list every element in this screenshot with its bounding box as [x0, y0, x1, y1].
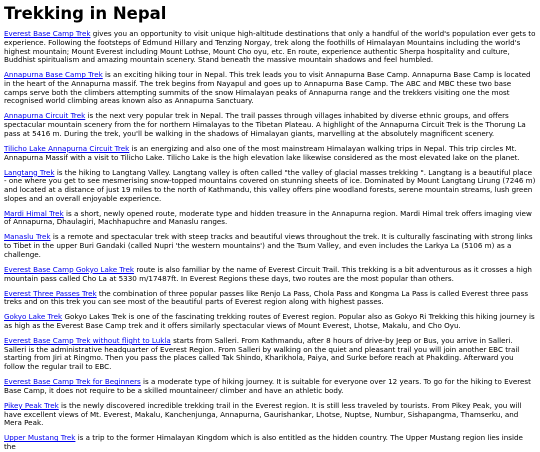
paragraph-text: is a trip to the former Himalayan Kingdom which is also entitled as the hidden country. The Upper Mustang region lies inside the — [4, 433, 523, 451]
paragraph-langtang — [4, 169, 536, 204]
paragraph-gokyo-lake — [4, 313, 536, 331]
paragraph-text: is the next very popular trek in Nepal. The trail passes through villages inhabited by diverse ethnic groups, and offers spectacular mountain scenery from the for northern Himalayas to the Tibetan Plateau. A highlight of the Annapurna Circuit Trek is the Thorung La pass at 5416 m. During the trek, you'll be walking in the shadows of Himalayan giants, marvelling at the absolutely magnificent scenery. — [4, 111, 526, 138]
paragraph-text: gives you an opportunity to visit unique high-altitude destinations that only a handful of the world's population ever gets to experience. Following the footsteps of Edmund Hillary and Tenzing Norgay, trek along the foothills of Himalayan Mountains including the world's highest mountain; Mount Everest including Mount Lothse, Mount Cho oyu, etc. En route, experience authentic Sherpa hospitality and culture, Buddhist spiritualism and amazing mountain scenery. Stand beneath the massive mountain shadows and feel humbled. — [4, 29, 536, 65]
link-annapurna-circuit-trek[interactable]: Annapurna Circuit Trek — [4, 111, 86, 121]
paragraph-everest-three-passes — [4, 290, 536, 308]
link-everest-three-passes-trek[interactable]: Everest Three Passes Trek — [4, 288, 97, 298]
paragraph-text: is the hiking to Langtang Valley. Langtang valley is often called "the valley of glacial masses trekking ". Langtang is a beautiful place - one where you get to see mesmerising snow-topped mountains covered on stunning sheets of ice. Dominated by Mount Langtang Lirung (7246 m) and located at a distance of just 19 miles to the north of Kathmandu, this valley offers pine woodland forests, serene mountain streams, lush green slopes and an overall enjoyable experience. — [4, 167, 536, 203]
link-mardi-himal-trek[interactable]: Mardi Himal Trek — [4, 208, 64, 218]
paragraph-text: is an energizing and also one of the most mainstream Himalayan walking trips in Nepal. This trip circles Mt. Annapurna Massif with a visit to Tilicho Lake. Tilicho Lake is the high elevation lake likewise considered as the most elevated lake on the planet. — [4, 143, 520, 162]
paragraph-ebc-gokyo-lake — [4, 266, 536, 284]
link-gokyo-lake-trek[interactable]: Gokyo Lake Trek — [4, 312, 63, 322]
link-ebc-beginners-trek[interactable]: Everest Base Camp Trek for Beginners — [4, 377, 141, 387]
paragraph-text: Gokyo Lakes Trek is one of the fascinating trekking routes of Everest region. Popular also as Gokyo Ri Trekking this hiking journey is as high as the Everest Base Camp trek and it offers similarly spectacular views of Mount Everest, Lhotse, Makalu, and Cho Oyu. — [4, 312, 535, 330]
link-ebc-gokyo-lake-trek[interactable]: Everest Base Camp Gokyo Lake Trek — [4, 264, 135, 274]
link-pikey-peak-trek[interactable]: Pikey Peak Trek — [4, 400, 59, 410]
paragraph-text: is an exciting hiking tour in Nepal. This trek leads you to visit Annapurna Base Camp. Annapurna Base Camp is located in the heart of the Annapurna massif. The trek begins from Nayapul and goes up to Annapurna Base Camp. The ABC and MBC these two base camps serve both the climbers attempting summits of the snow Himalayan peaks of Annapurna range and the trekkers visiting one the most recognised world climbing areas known also as Annapurna Sanctuary. — [4, 70, 531, 106]
paragraph-text: is a moderate type of hiking journey. It is suitable for everyone over 12 years. To go for the hiking to Everest Base Camp, it does not require to be a skilled mountaineer/ climber and have an athletic body. — [4, 377, 531, 395]
link-langtang-trek[interactable]: Langtang Trek — [4, 167, 55, 177]
paragraph-annapurna-base-camp — [4, 71, 536, 106]
link-everest-base-camp-trek[interactable]: Everest Base Camp Trek — [4, 29, 91, 38]
paragraph-upper-mustang — [4, 434, 536, 452]
link-annapurna-base-camp-trek[interactable]: Annapurna Base Camp Trek — [4, 70, 103, 80]
paragraph-text: the combination of three popular passes like Renjo La Pass, Chola Pass and Kongma La Pass is called Everest three pass treks and on this trek you can see most of the beautiful parts of Everest region along with highest passes. — [4, 288, 529, 307]
link-upper-mustang-trek[interactable]: Upper Mustang Trek — [4, 433, 76, 443]
paragraph-text: route is also familiar by the name of Everest Circuit Trail. This trekking is a bit adventurous as it crosses a high mountain pass called Cho La at 5330 m/17487ft. In Everest Regions these days, two routes are the most popular than others. — [4, 264, 532, 283]
link-manaslu-trek[interactable]: Manaslu Trek — [4, 232, 51, 242]
paragraph-ebc-without-lukla — [4, 337, 536, 372]
page-title: Trekking in Nepal — [4, 4, 167, 23]
link-ebc-without-flight-trek[interactable]: Everest Base Camp Trek without flight to Lukla — [4, 335, 171, 345]
paragraph-text: is a remote and spectacular trek with steep tracks and beautiful views throughout the trek. It is culturally fascinating with strong links to Tibet in the upper Buri Gandaki (called Nupri 'the western mountains') and the Tsum Valley, and even includes the Larkya La (5106 m) as a challenge. — [4, 232, 533, 259]
paragraph-ebc-beginners — [4, 378, 536, 396]
link-tilicho-lake-trek[interactable]: Tilicho Lake Annapurna Circuit Trek — [4, 143, 130, 153]
paragraph-annapurna-circuit — [4, 112, 536, 138]
paragraph-text: is the newly discovered incredible trekking trail in the Everest region. It is still less traveled by tourists. From Pikey Peak, you will have excellent views of Mt. Everest, Makalu, Kanchenjunga, Annapurna, Gaurishankar, Lhotse, Nuptse, Numbur, Sishapangma, Thamserku, and Mera Peak. — [4, 400, 522, 428]
paragraph-everest-base-camp — [4, 30, 536, 65]
paragraph-pikey-peak — [4, 402, 536, 428]
paragraph-tilicho-lake — [4, 145, 536, 163]
paragraph-manaslu — [4, 233, 536, 259]
paragraph-mardi-himal — [4, 210, 536, 228]
paragraph-text: is a short, newly opened route, moderate type and hidden treasure in the Annapurna region. Mardi Himal trek offers imaging view of Annapurna, Dhaulagiri, Machhapuchre and Manaslu ranges. — [4, 208, 532, 227]
paragraph-text: starts from Salleri. From Kathmandu, after 8 hours of drive-by Jeep or Bus, you arrive in Salleri. Salleri is the administrative headquarter of Everest Region. From Salleri by walking on the quiet and pleasant trail you will join another EBC trail starting from Jiri at Ringmo. Then you pass the places called Tak Shindo, Kharikhola, Paiya, and Surke before reach at Phakding. Afterward you follow the regular trail to EBC. — [4, 335, 520, 372]
